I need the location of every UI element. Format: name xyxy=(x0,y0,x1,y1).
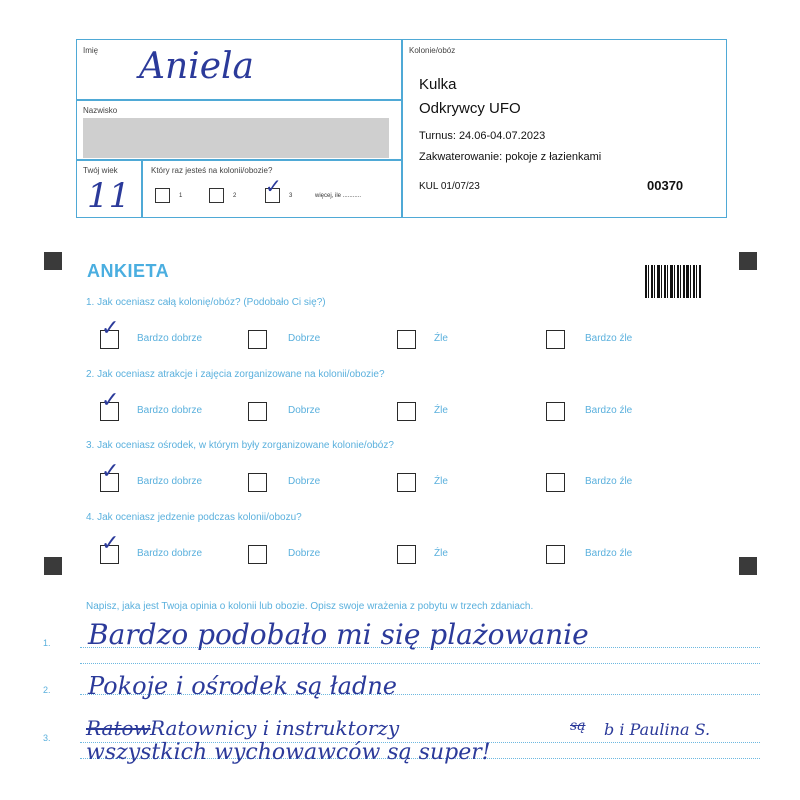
q2-option-label: Dobrze xyxy=(288,405,321,416)
name-handwriting: Aniela xyxy=(139,46,254,87)
surname-label: Nazwisko xyxy=(83,106,118,115)
q2-option-label: Źle xyxy=(434,405,448,416)
times-label: Który raz jesteś na kolonii/obozie? xyxy=(151,166,273,175)
surname-divider xyxy=(77,159,401,161)
q1-option-label: Bardzo dobrze xyxy=(137,333,203,344)
header-box xyxy=(76,39,727,218)
age-divider xyxy=(141,159,143,217)
line-number-1: 1. xyxy=(43,638,51,648)
times-option-1: 1 xyxy=(179,193,183,199)
q3-checkbox-4[interactable] xyxy=(546,473,565,492)
q3-option-label: Źle xyxy=(434,476,448,487)
times-more: więcej, ile ........... xyxy=(315,193,362,199)
q3-checkbox-2[interactable] xyxy=(248,473,267,492)
q3-checkbox-3[interactable] xyxy=(397,473,416,492)
q4-option-label: Bardzo źle xyxy=(585,548,633,559)
camp-label: Kolonie/obóz xyxy=(409,46,456,55)
times-option-3: 3 xyxy=(289,193,293,199)
q2-option-label: Bardzo dobrze xyxy=(137,405,203,416)
barcode xyxy=(645,265,701,298)
question-1: 1. Jak oceniasz całą kolonię/obóz? (Podobało Ci się?) xyxy=(86,297,326,308)
q2-option-label: Bardzo źle xyxy=(585,405,633,416)
registration-marker-bottom-right xyxy=(739,557,757,575)
registration-marker-bottom-left xyxy=(44,557,62,575)
q1-checkbox-2[interactable] xyxy=(248,330,267,349)
header-divider xyxy=(401,40,403,217)
opinion-prompt: Napisz, jaka jest Twoja opinia o kolonii lub obozie. Opisz swoje wrażenia z pobytu w trzech zdaniach. xyxy=(86,601,534,612)
opinion-line-3: Ratownicy i instruktorzy xyxy=(150,716,400,740)
times-check-mark: ✓ xyxy=(265,174,282,198)
question-4: 4. Jak oceniasz jedzenie podczas kolonii/obozu? xyxy=(86,512,302,523)
opinion-line-1: Bardzo podobało mi się plażowanie xyxy=(88,618,589,651)
question-2: 2. Jak oceniasz atrakcje i zajęcia zorganizowane na kolonii/obozie? xyxy=(86,369,385,380)
name-divider xyxy=(77,99,401,101)
q2-checkbox-2[interactable] xyxy=(248,402,267,421)
q3-option-label: Bardzo źle xyxy=(585,476,633,487)
question-3: 3. Jak oceniasz ośrodek, w którym były zorganizowane kolonie/obóz? xyxy=(86,440,394,451)
opinion-line-3-continued: wszystkich wychowawców są super! xyxy=(86,740,491,765)
q3-check-mark: ✓ xyxy=(101,459,120,484)
times-checkbox-1[interactable] xyxy=(155,188,170,203)
q4-checkbox-2[interactable] xyxy=(248,545,267,564)
registration-marker-top-right xyxy=(739,252,757,270)
q4-option-label: Bardzo dobrze xyxy=(137,548,203,559)
times-checkbox-2[interactable] xyxy=(209,188,224,203)
q4-option-label: Źle xyxy=(434,548,448,559)
opinion-line-3-struck-2: są xyxy=(570,718,586,734)
q1-checkbox-4[interactable] xyxy=(546,330,565,349)
q1-check-mark: ✓ xyxy=(101,316,120,341)
camp-name: Kulka xyxy=(419,76,457,93)
q3-option-label: Bardzo dobrze xyxy=(137,476,203,487)
q4-checkbox-3[interactable] xyxy=(397,545,416,564)
q1-checkbox-3[interactable] xyxy=(397,330,416,349)
q2-check-mark: ✓ xyxy=(101,388,120,413)
opinion-line-2: Pokoje i ośrodek są ładne xyxy=(88,672,397,700)
q1-option-label: Bardzo źle xyxy=(585,333,633,344)
q1-option-label: Dobrze xyxy=(288,333,321,344)
line-number-2: 2. xyxy=(43,685,51,695)
surname-redaction xyxy=(83,118,389,158)
line-number-3: 3. xyxy=(43,733,51,743)
times-option-2: 2 xyxy=(233,193,237,199)
accommodation: Zakwaterowanie: pokoje z łazienkami xyxy=(419,151,602,163)
turnus: Turnus: 24.06-04.07.2023 xyxy=(419,130,546,142)
survey-title: ANKIETA xyxy=(87,261,170,281)
q4-check-mark: ✓ xyxy=(101,531,120,556)
q4-option-label: Dobrze xyxy=(288,548,321,559)
name-label: Imię xyxy=(83,46,99,55)
registration-marker-top-left xyxy=(44,252,62,270)
opinion-line-3-end: b i Paulina S. xyxy=(604,720,711,739)
q2-checkbox-4[interactable] xyxy=(546,402,565,421)
camp-code: KUL 01/07/23 xyxy=(419,181,480,192)
camp-program: Odkrywcy UFO xyxy=(419,100,521,117)
age-handwriting: 11 xyxy=(87,176,131,216)
age-label: Twój wiek xyxy=(83,166,118,175)
q4-checkbox-4[interactable] xyxy=(546,545,565,564)
q3-option-label: Dobrze xyxy=(288,476,321,487)
answer-line-1b xyxy=(80,663,760,664)
form-number: 00370 xyxy=(647,178,684,193)
q2-checkbox-3[interactable] xyxy=(397,402,416,421)
q1-option-label: Źle xyxy=(434,333,448,344)
opinion-line-3-struck: Ratow xyxy=(86,716,151,740)
